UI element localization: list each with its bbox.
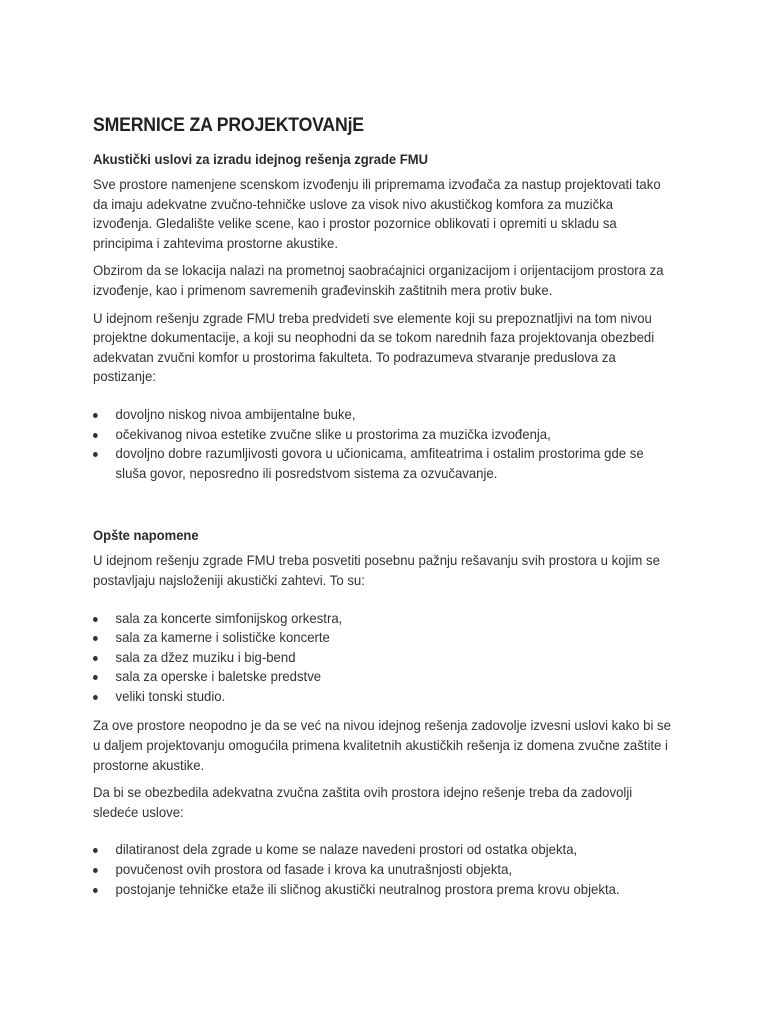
paragraph: Sve prostore namenjene scenskom izvođenju ili pripremama izvođača za nastup projektovati tako da imaju adekvatne zvučno-tehničke uslove za visok nivo akustičkog komfora za muzička izvođenja. Gledalište velike scene, kao i prostor pozornice oblikovati i opremiti u skladu sa principima i zahtevima prostorne akustike. — [93, 176, 661, 251]
list-item: dovoljno dobre razumljivosti govora u učionicama, amfiteatrima i ostalim prostorima gde se sluša govor, neposredno ili posredstvom sistema za ozvučavanje. — [93, 444, 657, 483]
list-item: očekivanog nivoa estetike zvučne slike u prostorima za muzička izvođenja, — [93, 425, 657, 445]
document-title: SMERNICE ZA PROJEKTOVANjE — [93, 115, 364, 136]
bullet-icon — [93, 617, 98, 622]
list-item: sala za operske i baletske predstve — [93, 667, 657, 687]
bullet-list-halls — [93, 609, 657, 707]
list-item: veliki tonski studio. — [93, 687, 657, 707]
paragraph: Za ove prostore neopodno je da se već na nivou idejnog rešenja zadovolje izvesni uslovi kako bi se u daljem projektovanju omogućila primena kvalitetnih akustičkih rešenja iz domena zvučne zaštite i prostorne akustike. — [93, 717, 671, 773]
list-item: sala za koncerte simfonijskog orkestra, — [93, 609, 657, 629]
bullet-icon — [93, 848, 98, 853]
bullet-icon — [93, 452, 98, 457]
bullet-icon — [93, 675, 98, 680]
bullet-list-conditions — [93, 840, 657, 899]
bullet-icon — [93, 413, 98, 418]
list-item: povučenost ovih prostora od fasade i krova ka unutrašnjosti objekta, — [93, 860, 657, 880]
paragraph: U idejnom rešenju zgrade FMU treba predvideti sve elemente koji su prepoznatljivi na tom nivou projektne dokumentacije, a koji su neophodni da se tokom narednih faza projektovanja obezbedi adekvatan zvučni komfor u prostorima fakulteta. To podrazumeva stvaranje preduslova za postizanje: — [93, 309, 655, 385]
bullet-icon — [93, 433, 98, 438]
paragraph: U idejnom rešenju zgrade FMU treba posvetiti posebnu pažnju rešavanju svih prostora u kojim se postavljaju najsloženiji akustički zahtevi. To su: — [93, 552, 660, 588]
bullet-icon — [93, 636, 98, 641]
paragraph: Obzirom da se lokacija nalazi na prometnoj saobraćajnici organizacijom i orijentacijom prostora za izvođenje, kao i primenom savremenih građevinskih zaštitnih mera protiv buke. — [93, 262, 664, 298]
list-item: dovoljno niskog nivoa ambijentalne buke, — [93, 405, 657, 425]
bullet-icon — [93, 888, 98, 893]
paragraph: Da bi se obezbedila adekvatna zvučna zaštita ovih prostora idejno rešenje treba da zadovolji sledeće uslove: — [93, 784, 633, 820]
list-item: dilatiranost dela zgrade u kome se nalaze navedeni prostori od ostatka objekta, — [93, 840, 657, 860]
section-heading-general-notes: Opšte napomene — [93, 527, 199, 544]
bullet-icon — [93, 656, 98, 661]
bullet-icon — [93, 868, 98, 873]
document-page — [93, 115, 675, 899]
list-item: postojanje tehničke etaže ili sličnog akustički neutralnog prostora prema krovu objekta. — [93, 880, 657, 900]
list-item: sala za kamerne i solističke koncerte — [93, 628, 657, 648]
list-item: sala za džez muziku i big-bend — [93, 648, 657, 668]
bullet-list-prerequisites — [93, 405, 657, 483]
section-heading-acoustic-conditions: Akustički uslovi za izradu idejnog rešenja zgrade FMU — [93, 151, 428, 167]
bullet-icon — [93, 695, 98, 700]
